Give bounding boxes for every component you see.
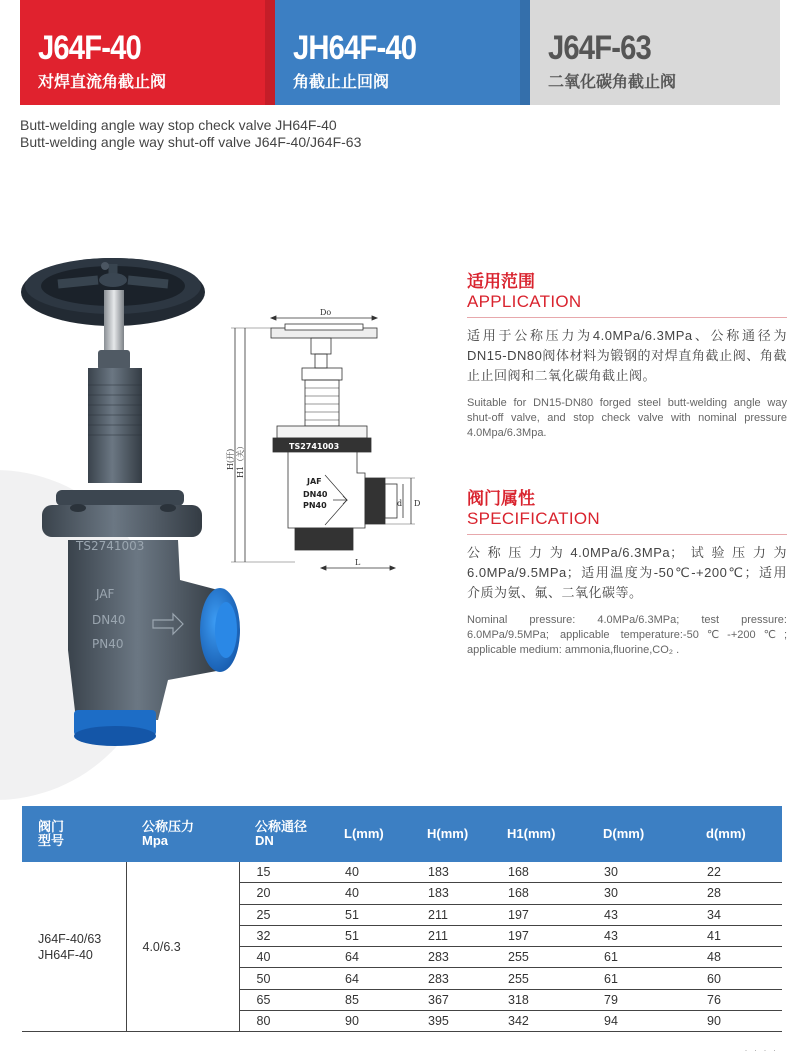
cell-h1: 342 [491,1011,587,1032]
cell-pressure: 4.0/6.3 [126,862,239,1032]
banner-code: J64F-63 [548,29,651,67]
cell-dn: 65 [239,989,328,1010]
cell-d: 34 [690,904,782,925]
drawing-pressure: PN40 [303,501,327,510]
footer-decoration: · · · · [744,1045,778,1055]
cell-h1: 197 [491,904,587,925]
spec-table [22,806,782,1032]
dim-h1-close: H1（关） [236,441,245,478]
specification-title-en: SPECIFICATION [467,509,600,528]
cell-h: 211 [411,925,491,946]
header-banner [20,0,780,105]
cell-D: 61 [587,947,690,968]
cell-dn: 50 [239,968,328,989]
banner-cn-name: 二氧化碳角截止阀 [548,74,677,91]
cell-l: 85 [328,989,411,1010]
section-divider [467,534,787,535]
cell-h1: 168 [491,862,587,883]
cell-h: 367 [411,989,491,1010]
application-title-cn: 适用范围 [467,272,535,291]
photo-marking: TS2741003 [76,539,145,553]
cell-d: 60 [690,968,782,989]
table-row [22,862,782,883]
cell-h: 183 [411,883,491,904]
cell-h1: 255 [491,947,587,968]
col-l: L(mm) [328,806,411,862]
cell-l: 40 [328,883,411,904]
cell-h1: 197 [491,925,587,946]
cell-h: 395 [411,1011,491,1032]
col-h1: H1(mm) [491,806,587,862]
cell-dn: 32 [239,925,328,946]
cell-l: 64 [328,968,411,989]
cell-D: 94 [587,1011,690,1032]
application-text-en: Suitable for DN15-DN80 forged steel butt-welding angle way shut-off valve, and stop check valve with nominal pressure 4.0Mpa/6.3Mpa. [467,397,787,439]
banner-code: J64F-40 [38,29,141,67]
dim-d-big: D [414,499,421,508]
application-section [467,272,787,441]
body-flange [42,505,202,537]
cell-l: 90 [328,1011,411,1032]
cell-h1: 168 [491,883,587,904]
banner-item-j64f-63 [530,0,780,105]
section-divider [467,317,787,318]
cell-h: 283 [411,968,491,989]
cell-dn: 40 [239,947,328,968]
col-model: 阀门 型号 [22,806,126,862]
cell-d: 22 [690,862,782,883]
product-subtitle [20,117,361,151]
col-h: H(mm) [411,806,491,862]
photo-brand: JAF [96,587,115,601]
photo-size: DN40 [92,613,126,627]
cell-D: 79 [587,989,690,1010]
cell-d: 90 [690,1011,782,1032]
cell-h: 211 [411,904,491,925]
cell-d: 76 [690,989,782,1010]
valve-stem [104,290,124,360]
table-header-row [22,806,782,862]
cell-dn: 20 [239,883,328,904]
cell-dn: 25 [239,904,328,925]
col-pressure: 公称压力 Mpa [126,806,239,862]
specification-title-cn: 阀门属性 [467,489,535,508]
cell-dn: 80 [239,1011,328,1032]
banner-code: JH64F-40 [293,29,417,67]
drawing-marking: TS2741003 [289,442,340,451]
table-body [22,862,782,1032]
drawing-size: DN40 [303,490,328,499]
specification-text-cn: 公称压力为4.0MPa/6.3MPa；试验压力为6.0MPa/9.5MPa；适用温度为-50℃-+200℃；适用介质为氨、氟、二氧化碳等。 [467,545,787,600]
cell-h: 183 [411,862,491,883]
banner-item-jh64f-40 [275,0,530,105]
col-D: D(mm) [587,806,690,862]
dim-d-small: d [397,499,403,508]
cell-D: 43 [587,904,690,925]
cell-D: 43 [587,925,690,946]
col-d: d(mm) [690,806,782,862]
application-text-cn: 适用于公称压力为4.0MPa/6.3MPa、公称通径为DN15-DN80阀体材料为锻钢的对焊直角截止阀、角截止止回阀和二氧化碳角截止阀。 [467,328,787,383]
valve-body [68,540,222,720]
dim-l: L [355,558,361,567]
photo-pressure: PN40 [92,637,124,651]
cell-h1: 255 [491,968,587,989]
cell-h: 283 [411,947,491,968]
banner-item-j64f-40 [20,0,275,105]
drawing-brand: JAF [307,477,322,486]
application-title-en: APPLICATION [467,292,582,311]
subtitle-line-2: Butt-welding angle way shut-off valve J64F-40/J64F-63 [20,134,362,150]
specification-section [467,489,787,658]
cell-h1: 318 [491,989,587,1010]
banner-cn-name: 角截止止回阀 [293,74,390,91]
cell-model: J64F-40/63 JH64F-40 [22,862,126,1032]
specification-text-en: Nominal pressure: 4.0MPa/6.3MPa; test pressure: 6.0MPa/9.5MPa; applicable temperature:-50℃-+200℃; applicable medium: ammonia,fluorine,CO₂ . [467,614,787,656]
technical-drawing [225,300,430,580]
cell-D: 30 [587,883,690,904]
dim-do: Do [320,308,332,317]
dim-h-open: H(开) [226,448,235,470]
col-dn: 公称通径 DN [239,806,328,862]
banner-cn-name: 对焊直流角截止阀 [38,74,167,91]
cell-l: 64 [328,947,411,968]
cell-l: 51 [328,925,411,946]
cell-d: 41 [690,925,782,946]
cell-d: 28 [690,883,782,904]
cell-D: 30 [587,862,690,883]
cell-l: 40 [328,862,411,883]
cell-D: 61 [587,968,690,989]
cell-d: 48 [690,947,782,968]
cell-dn: 15 [239,862,328,883]
cell-l: 51 [328,904,411,925]
subtitle-line-1: Butt-welding angle way stop check valve JH64F-40 [20,117,337,133]
